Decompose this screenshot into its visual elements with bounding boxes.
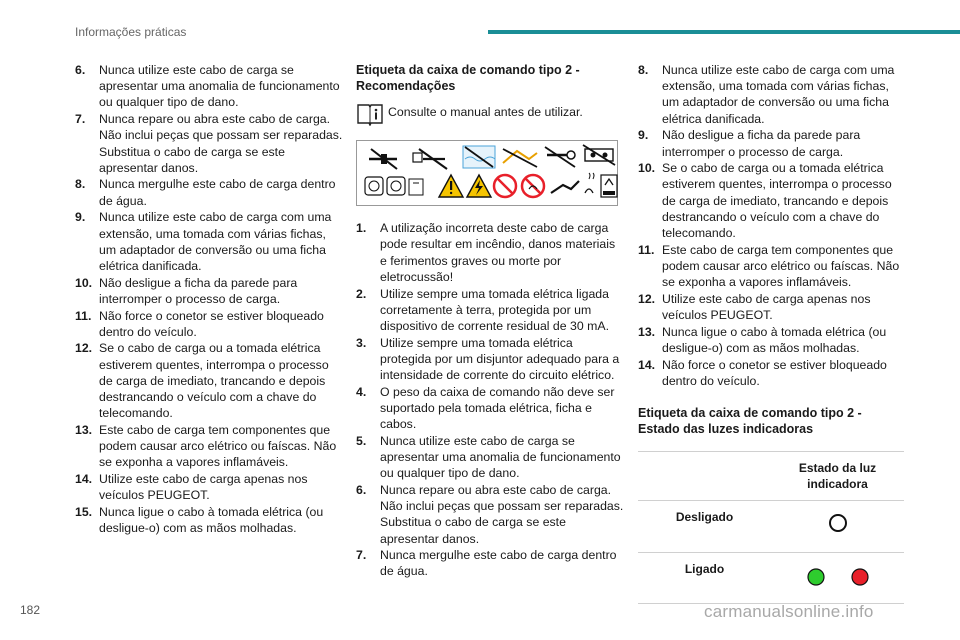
- list-item: 6. Nunca repare ou abra este cabo de carga. Não inclui peças que possam ser reparadas. Substitua o cabo de carga se este apresentar danos.: [356, 482, 624, 546]
- table-row: [638, 552, 904, 603]
- section-title-light-status: Etiqueta da caixa de comando tipo 2 - Estado das luzes indicadoras: [638, 406, 862, 437]
- list-item: 11. Este cabo de carga tem componentes que podem causar arco elétrico ou faíscas. Não se exponha a vapores inflamáveis.: [638, 242, 900, 290]
- no-water-immersion-icon: [463, 146, 495, 168]
- no-repair-icon: [545, 147, 575, 167]
- list-item: 1. A utilização incorreta deste cabo de carga pode resultar em incêndio, danos materiais e ferimentos graves ou morte por eletrocussão!: [356, 221, 616, 284]
- status-lights-cell: [771, 552, 904, 603]
- status-lights-cell: [771, 501, 904, 552]
- table-header-row: [638, 452, 904, 501]
- list-item: 15. Nunca ligue o cabo à tomada elétrica (ou desligue-o) com as mãos molhadas.: [75, 504, 324, 536]
- page-header-title: Informações práticas: [75, 25, 187, 39]
- no-pull-cable-icon: [551, 181, 579, 193]
- list-item: 2. Utilize sempre uma tomada elétrica ligada corretamente à terra, protegida por um dispositivo de corrente residual de 30 mA.: [356, 286, 609, 333]
- table-header-empty: [638, 452, 771, 501]
- list-item: 10. Se o cabo de carga ou a tomada elétrica estiverem quentes, interrompa o processo de carga de imediato, trancando e depois destrancando o veículo com a chave do telecomando.: [638, 161, 892, 241]
- watermark: carmanualsonline.info: [704, 602, 874, 621]
- instruction-list-3: [638, 62, 906, 389]
- electric-hazard-icon: [467, 175, 491, 197]
- list-item: 7. Nunca repare ou abra este cabo de carga. Não inclui peças que possam ser reparadas. Substitua o cabo de carga se este apresentar danos.: [75, 112, 343, 175]
- manual-book-icon: [356, 102, 388, 130]
- instruction-list-2: [356, 220, 624, 579]
- consult-manual-text: Consulte o manual antes de utilizar.: [388, 105, 583, 119]
- status-label-off: Desligado: [638, 501, 771, 552]
- socket-icon: [365, 177, 383, 195]
- list-item: 3. Utilize sempre uma tomada elétrica protegida por um disjuntor adequado para a intensidade de corrente do circuito elétrico.: [356, 335, 620, 383]
- page-number: 182: [20, 603, 41, 617]
- list-item: 9. Não desligue a ficha da parede para interromper o processo de carga.: [638, 128, 861, 159]
- list-item: 13. Nunca ligue o cabo à tomada elétrica (ou desligue-o) com as mãos molhadas.: [638, 324, 887, 355]
- consult-manual-note: [356, 102, 624, 130]
- list-item: 14. Utilize este cabo de carga apenas nos veículos PEUGEOT.: [75, 472, 308, 503]
- handle-with-care-icon: [601, 175, 617, 197]
- list-item: 11. Não force o conetor se estiver bloqueado dentro do veículo.: [75, 308, 324, 339]
- circuit-breaker-icon: [409, 179, 423, 195]
- header-accent-bar: [488, 30, 960, 34]
- list-item: 8. Nunca utilize este cabo de carga com uma extensão, uma tomada com várias fichas, um adaptador de conversão ou uma ficha elétrica danificada.: [638, 63, 895, 126]
- no-wet-hands-icon: [522, 175, 544, 197]
- no-adapter-icon: [413, 149, 447, 169]
- indicator-red-icon: [852, 569, 868, 585]
- indicator-off-icon: [830, 515, 846, 531]
- no-extension-cord-icon: [369, 149, 397, 169]
- list-item: 4. O peso da caixa de comando não deve ser suportado pela tomada elétrica, ficha e cabos.: [356, 384, 615, 432]
- list-item: 5. Nunca utilize este cabo de carga se apresentar uma anomalia de funcionamento ou qualquer tipo de dano.: [356, 433, 621, 481]
- indicator-green-icon: [808, 569, 824, 585]
- warning-triangle-icon: [439, 175, 463, 197]
- control-box-label-pictograms: [356, 140, 618, 206]
- no-damaged-plug-icon: [503, 149, 537, 167]
- list-item: 12. Se o cabo de carga ou a tomada elétrica estiverem quentes, interrompa o processo de carga de imediato, trancando e depois destrancando o veículo com a chave do telecomando.: [75, 341, 329, 421]
- list-item: 10. Não desligue a ficha da parede para interromper o processo de carga.: [75, 275, 298, 306]
- list-item: 14. Não force o conetor se estiver bloqueado dentro do veículo.: [638, 357, 887, 388]
- list-item: 13. Este cabo de carga tem componentes que podem causar arco elétrico ou faíscas. Não se exponha a vapores inflamáveis.: [75, 422, 337, 470]
- indicator-status-table: [638, 451, 904, 604]
- table-header-cell: Estado da luz indicadora: [771, 452, 904, 501]
- section-title-recommendations: Etiqueta da caixa de comando tipo 2 - Recomendações: [356, 63, 580, 93]
- list-item: 8. Nunca mergulhe este cabo de carga dentro de água.: [75, 177, 336, 208]
- no-hot-contact-icon: [494, 175, 516, 197]
- list-item: 12. Utilize este cabo de carga apenas nos veículos PEUGEOT.: [638, 291, 871, 323]
- socket-icon: [387, 177, 405, 195]
- list-item: 9. Nunca utilize este cabo de carga com uma extensão, uma tomada com várias fichas, um adaptador de conversão ou uma ficha elétrica danificada.: [75, 210, 332, 273]
- instruction-list-1: [75, 62, 343, 536]
- table-row: [638, 501, 904, 552]
- no-multi-socket-icon: [583, 145, 615, 165]
- column-1: [75, 62, 343, 537]
- list-item: 6. Nunca utilize este cabo de carga se apresentar uma anomalia de funcionamento ou qualquer tipo de dano.: [75, 63, 340, 110]
- heat-warning-icon: [585, 173, 594, 193]
- status-label-on: Ligado: [638, 552, 771, 603]
- column-3: [638, 62, 906, 604]
- column-2: [356, 62, 624, 580]
- list-item: 7. Nunca mergulhe este cabo de carga dentro de água.: [356, 548, 617, 579]
